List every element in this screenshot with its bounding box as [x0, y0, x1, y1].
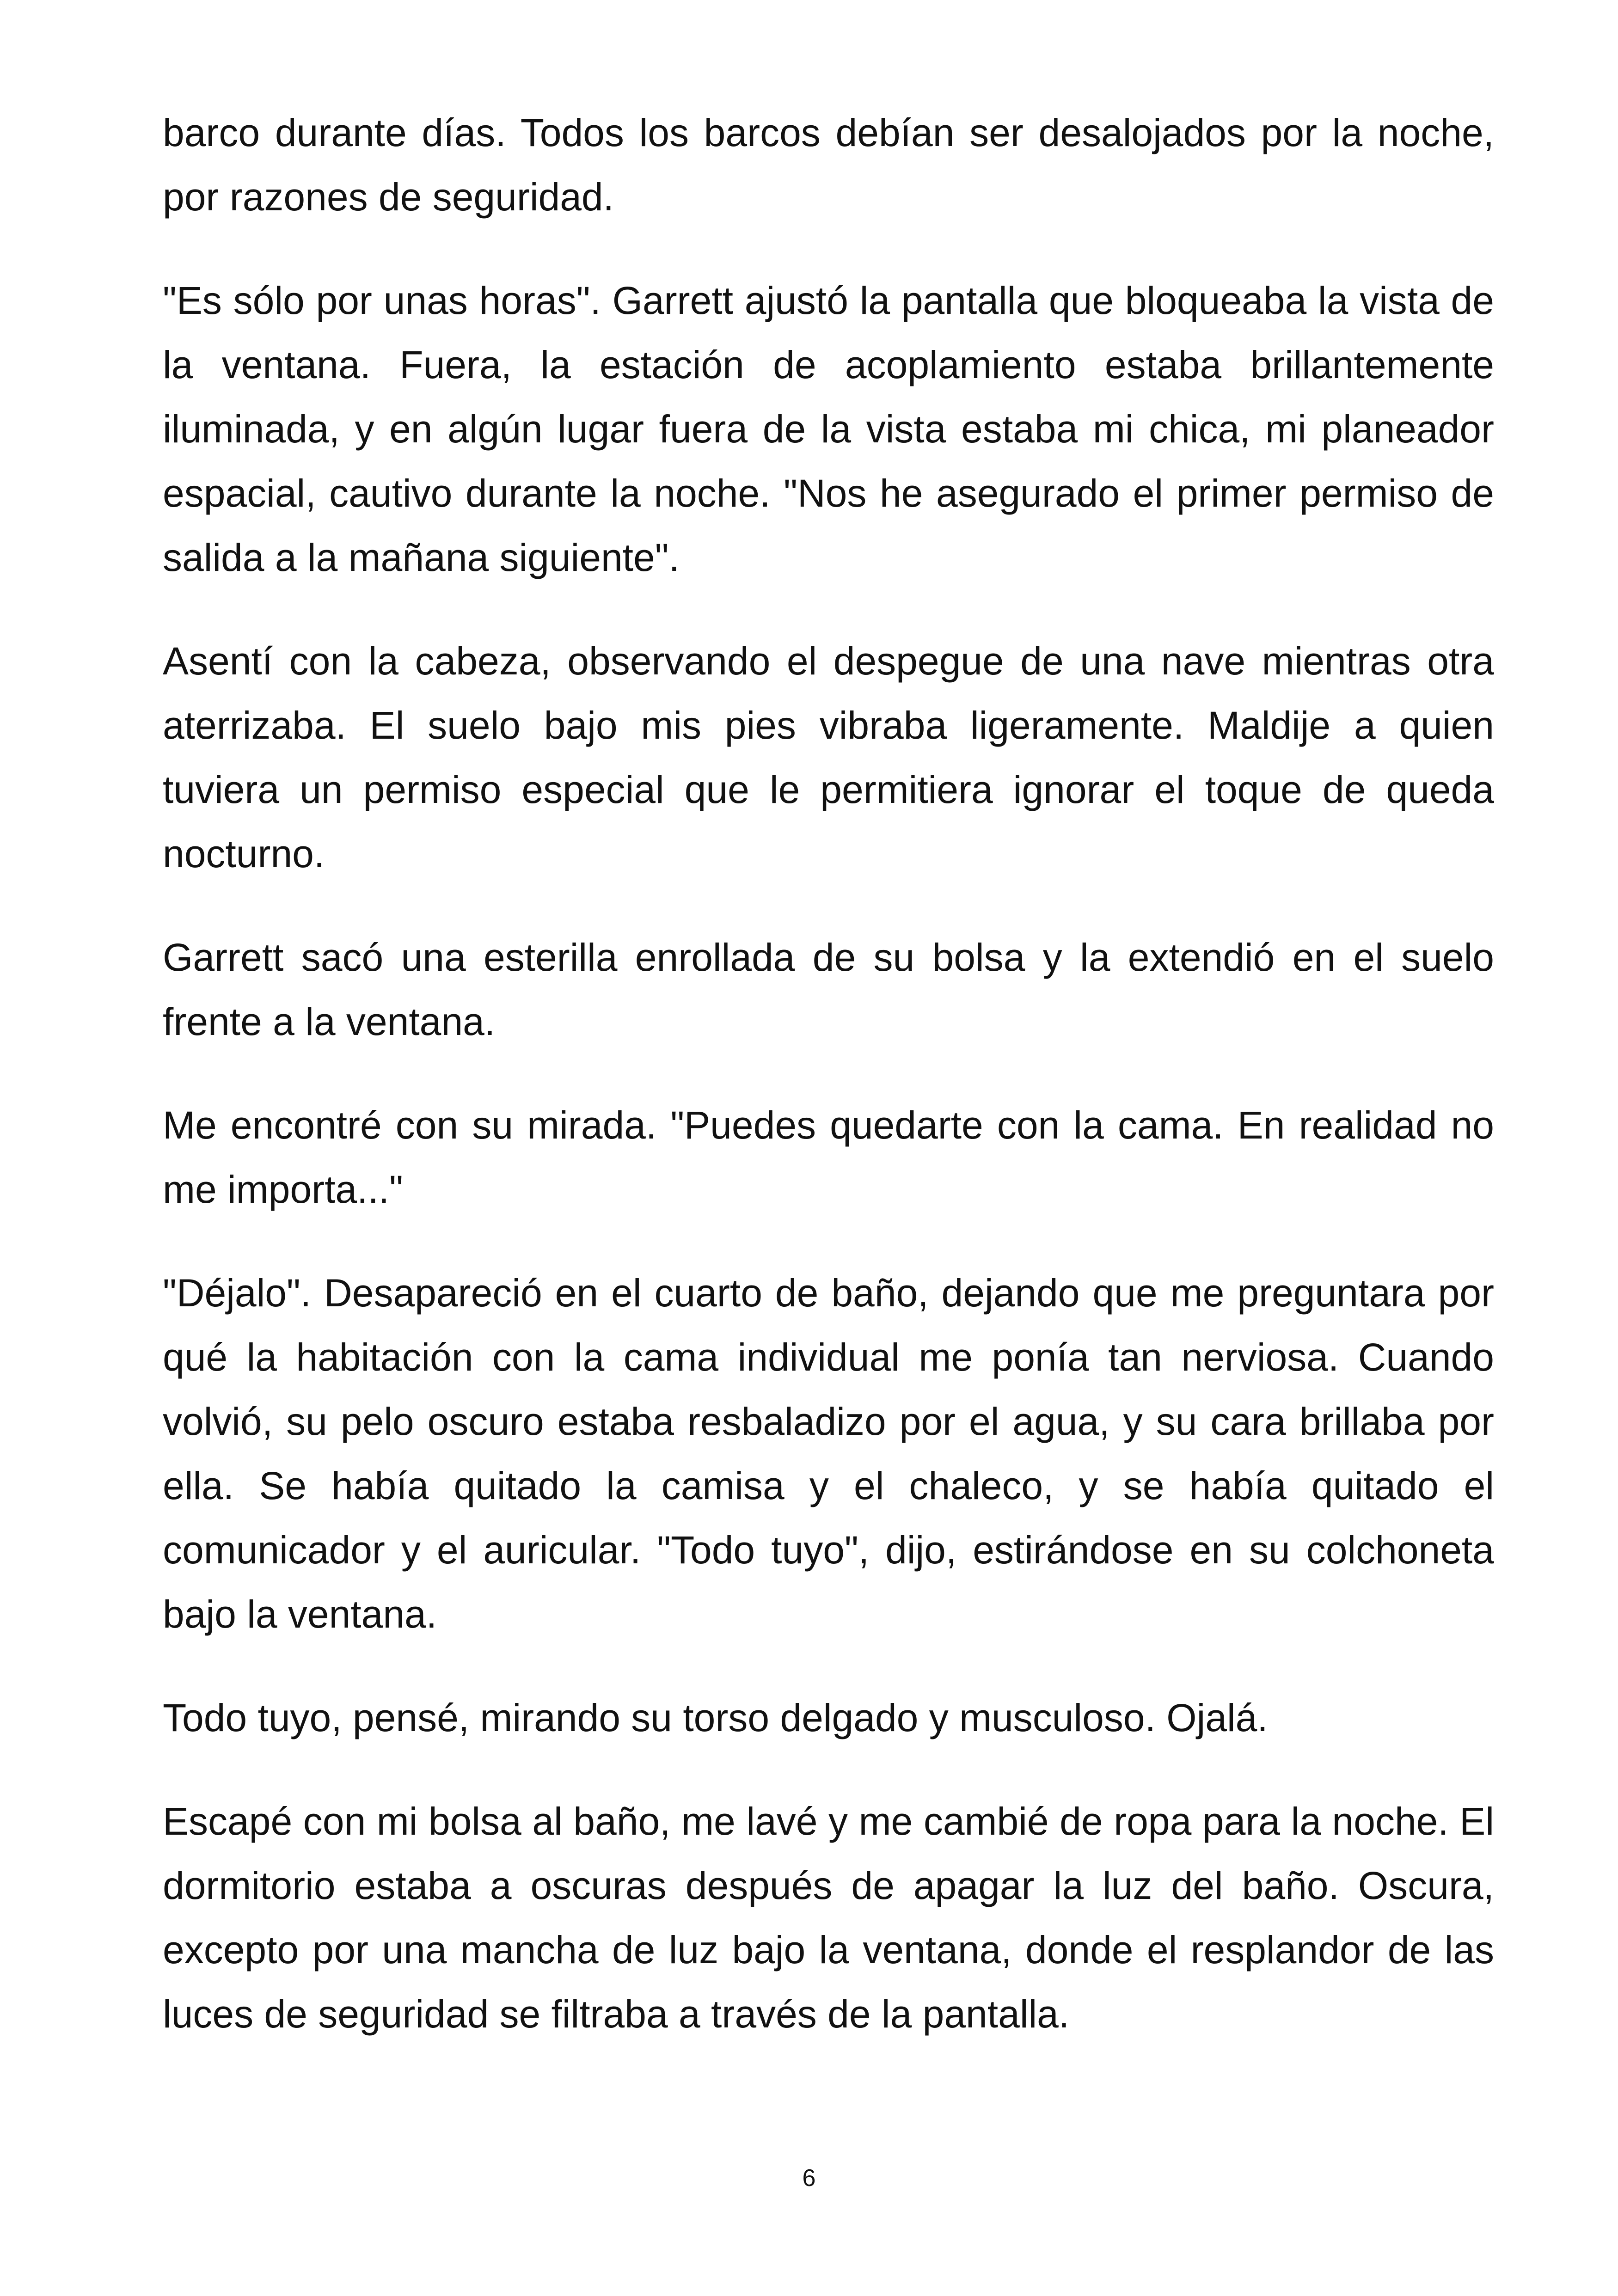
paragraph: "Es sólo por unas horas". Garrett ajustó la pantalla que bloqueaba la vista de la ventana. Fuera, la estación de acoplamiento estaba brillantemente iluminada, y en algún lugar fuera de la vista estaba mi chica, mi planeador espacial, cautivo durante la noche. "Nos he asegurado el primer permiso de salida a la mañana siguiente".: [163, 279, 1494, 579]
paragraph: Me encontré con su mirada. "Puedes quedarte con la cama. En realidad no me importa...": [163, 1103, 1494, 1211]
body-text: [163, 101, 1494, 2046]
paragraph: Asentí con la cabeza, observando el despegue de una nave mientras otra aterrizaba. El suelo bajo mis pies vibraba ligeramente. Maldije a quien tuviera un permiso especial que le permitiera ignorar el toque de queda nocturno.: [163, 639, 1494, 876]
paragraph: barco durante días. Todos los barcos debían ser desalojados por la noche, por razones de seguridad.: [163, 111, 1494, 219]
paragraph: Garrett sacó una esterilla enrollada de su bolsa y la extendió en el suelo frente a la ventana.: [163, 936, 1494, 1043]
paragraph: Todo tuyo, pensé, mirando su torso delgado y musculoso. Ojalá.: [163, 1696, 1268, 1739]
paragraph: Escapé con mi bolsa al baño, me lavé y me cambié de ropa para la noche. El dormitorio estaba a oscuras después de apagar la luz del baño. Oscura, excepto por una mancha de luz bajo la ventana, donde el resplandor de las luces de seguridad se filtraba a través de la pantalla.: [163, 1800, 1494, 2036]
paragraph: "Déjalo". Desapareció en el cuarto de baño, dejando que me preguntara por qué la habitación con la cama individual me ponía tan nerviosa. Cuando volvió, su pelo oscuro estaba resbaladizo por el agua, y su cara brillaba por ella. Se había quitado la camisa y el chaleco, y se había quitado el comunicador y el auricular. "Todo tuyo", dijo, estirándose en su colchoneta bajo la ventana.: [163, 1271, 1494, 1636]
page-number: 6: [802, 2165, 816, 2192]
